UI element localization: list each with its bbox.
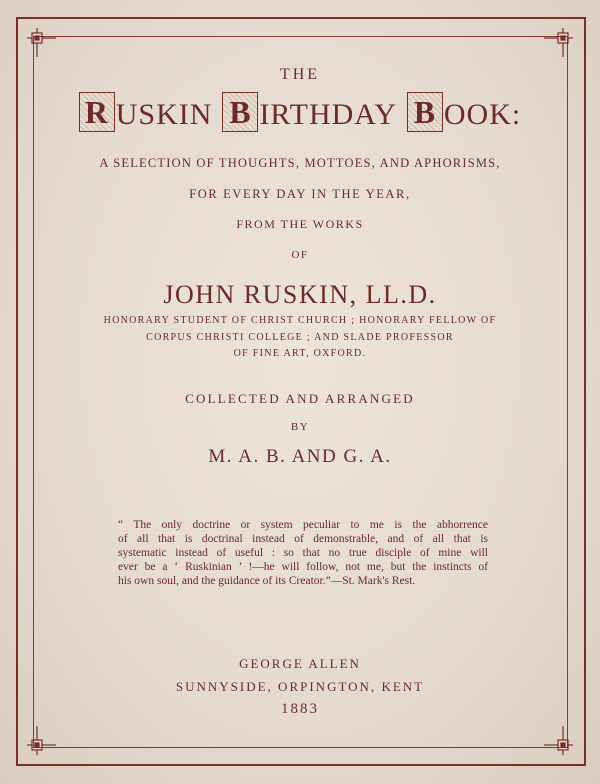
title-word-text: IRTHDAY — [259, 98, 397, 131]
compilers-intro: COLLECTED AND ARRANGED — [185, 391, 415, 406]
quote-line: his own soul, and the guidance of its Creator.”—St. Mark's Rest. — [118, 575, 416, 587]
title-word-birthday — [222, 92, 396, 132]
author-honors-line: OF FINE ART, OXFORD. — [233, 348, 367, 359]
quote-line: of all that is doctrinal instead of demonstrable, and of all that is — [118, 533, 488, 545]
subtitle-line: FROM THE WORKS — [236, 217, 364, 231]
author-honors-line: HONORARY STUDENT OF CHRIST CHURCH ; HONORARY FELLOW OF — [103, 315, 497, 326]
book-title — [0, 92, 600, 132]
publication-year: 1883 — [281, 701, 319, 717]
quote-line: “ The only doctrine or system peculiar to me is the abhorrence — [118, 519, 488, 531]
illuminated-initial: B — [222, 92, 258, 132]
subtitle-line: FOR EVERY DAY IN THE YEAR, — [189, 187, 411, 201]
title-word-text: OOK: — [443, 98, 522, 131]
corner-ornament-icon — [544, 726, 574, 756]
title-word-ruskin — [79, 92, 213, 132]
quote-line: ever be a ‘ Ruskinian ’ !—he will follow, not me, but the instincts of — [118, 561, 488, 573]
author-honors-line: CORPUS CHRISTI COLLEGE ; AND SLADE PROFESSOR — [146, 332, 454, 343]
publisher-address: SUNNYSIDE, ORPINGTON, KENT — [175, 679, 425, 694]
quote-line: systematic instead of useful : so that no true disciple of mine will — [118, 547, 488, 559]
title-word-book — [407, 92, 521, 132]
publisher-name: GEORGE ALLEN — [239, 656, 361, 671]
illuminated-initial: B — [407, 92, 443, 132]
subtitle-line: A SELECTION OF THOUGHTS, MOTTOES, AND APHORISMS, — [99, 156, 501, 170]
author-name: JOHN RUSKIN, LL.D. — [163, 280, 437, 309]
corner-ornament-icon — [26, 27, 56, 57]
title-word-text: USKIN — [115, 98, 213, 131]
title-prefix: THE — [279, 66, 321, 83]
subtitle-line: OF — [291, 249, 309, 261]
compilers-names: M. A. B. AND G. A. — [208, 446, 392, 467]
illuminated-initial: R — [79, 92, 115, 132]
compilers-by: BY — [290, 421, 310, 433]
corner-ornament-icon — [26, 726, 56, 756]
corner-ornament-icon — [544, 27, 574, 57]
epigraph-quote — [118, 518, 488, 588]
